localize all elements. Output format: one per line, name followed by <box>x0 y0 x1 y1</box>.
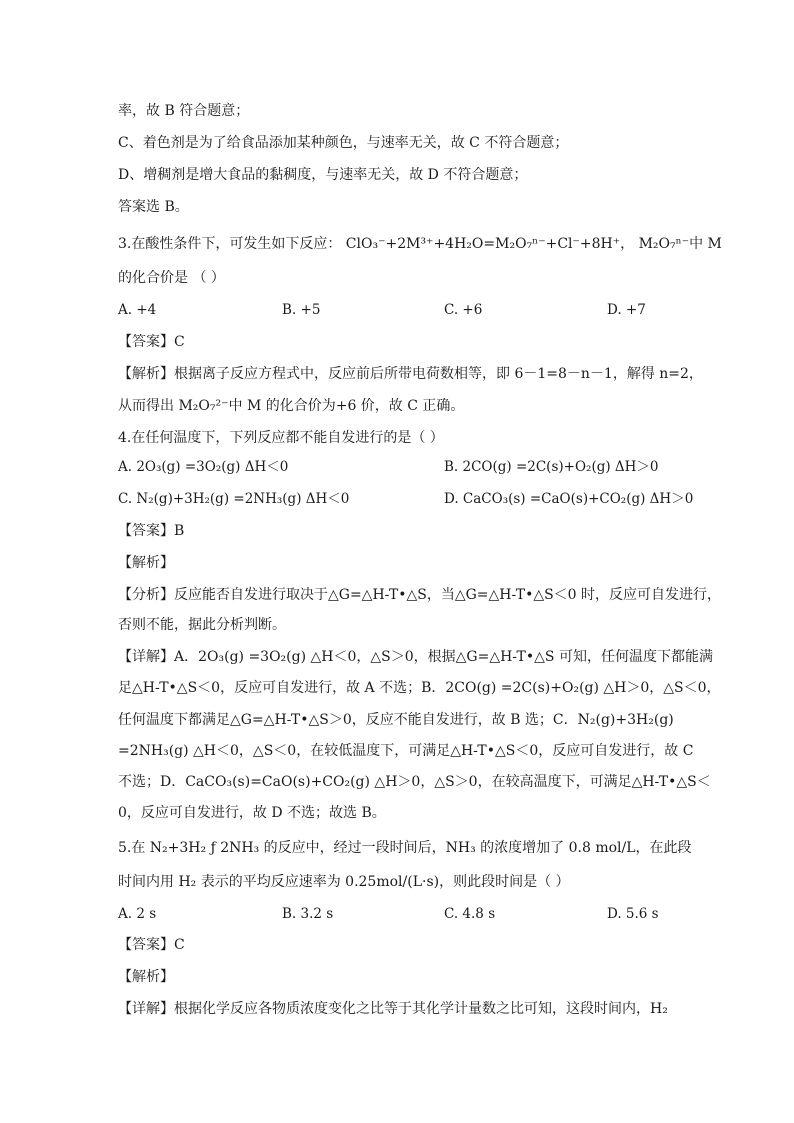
q3-explanation: 【解析】根据离子反应方程式中，反应前后所带电荷数相等，即 6－1=8－n－1，解得 n=2， <box>118 366 703 382</box>
q5-jiexi: 【解析】 <box>118 969 174 985</box>
q4-option-d: D. CaCO₃(s) =CaO(s)+CO₂(g) ΔH＞0 <box>444 491 694 507</box>
question-3-stem: 3.在酸性条件下，可发生如下反应： ClO₃⁻+2M³⁺+4H₂O=M₂O₇ⁿ⁻+Cl⁻+8H⁺， M₂O₇ⁿ⁻中 M <box>118 236 722 252</box>
q3-option-c: C. +6 <box>444 302 483 318</box>
q4-analysis: 否则不能，据此分析判断。 <box>118 617 286 633</box>
q4-jiexi: 【解析】 <box>118 555 174 571</box>
q3-option-b: B. +5 <box>282 302 321 318</box>
q3-explanation: 从而得出 M₂O₇²⁻中 M 的化合价为+6 价，故 C 正确。 <box>118 398 465 414</box>
text-line: 答案选 B。 <box>118 199 189 215</box>
q3-option-d: D. +7 <box>607 302 646 318</box>
q5-detail: 【详解】根据化学反应各物质浓度变化之比等于其化学计量数之比可知，这段时间内，H₂ <box>118 1001 668 1017</box>
question-5-stem: 5.在 N₂+3H₂ ƒ 2NH₃ 的反应中，经过一段时间后，NH₃ 的浓度增加了 0.8 mol/L，在此段 <box>118 840 692 856</box>
q4-analysis: 【分析】反应能否自发进行取决于△G=△H-T•△S，当△G=△H-T•△S＜0 时，反应可自发进行， <box>118 587 722 603</box>
q4-detail: 任何温度下都满足△G=△H-T•△S＞0，反应不能自发进行，故 B 选；C．N₂(g)+3H₂(g) <box>118 712 674 728</box>
q4-detail: 足△H-T•△S＜0，反应可自发进行，故 A 不选；B．2CO(g) =2C(s)+O₂(g) △H＞0，△S＜0， <box>118 680 721 696</box>
q5-option-d: D. 5.6 s <box>607 906 659 922</box>
q4-option-b: B. 2CO(g) =2C(s)+O₂(g) ΔH＞0 <box>444 459 659 475</box>
q4-answer: 【答案】B <box>118 523 185 539</box>
question-5-stem-cont: 时间内用 H₂ 表示的平均反应速率为 0.25mol/(L·s)，则此段时间是（ ） <box>118 874 570 890</box>
q4-detail: 不选；D．CaCO₃(s)=CaO(s)+CO₂(g) △H＞0，△S＞0，在较高温度下，可满足△H-T•△S＜ <box>118 774 711 790</box>
text-line: D、增稠剂是增大食品的黏稠度，与速率无关，故 D 不符合题意； <box>118 167 528 183</box>
text-line: C、着色剂是为了给食品添加某种颜色，与速率无关，故 C 不符合题意； <box>118 135 569 151</box>
q5-option-c: C. 4.8 s <box>444 906 496 922</box>
q4-option-c: C. N₂(g)+3H₂(g) =2NH₃(g) ΔH＜0 <box>118 491 350 507</box>
q4-detail: 【详解】A．2O₃(g) =3O₂(g) △H＜0，△S＞0，根据△G=△H-T•△S 可知，任何温度下都能满 <box>118 649 713 665</box>
text-line: 率，故 B 符合题意； <box>118 103 250 119</box>
q4-option-a: A. 2O₃(g) =3O₂(g) ΔH＜0 <box>118 459 289 475</box>
q3-option-a: A. +4 <box>118 302 157 318</box>
q3-answer: 【答案】C <box>118 334 185 350</box>
question-4-stem: 4.在任何温度下，下列反应都不能自发进行的是（ ） <box>118 430 444 446</box>
question-3-stem-cont: 的化合价是 （ ） <box>118 270 225 286</box>
q5-option-a: A. 2 s <box>118 906 157 922</box>
q5-answer: 【答案】C <box>118 937 185 953</box>
q5-option-b: B. 3.2 s <box>282 906 334 922</box>
q4-detail: =2NH₃(g) △H＜0，△S＜0，在较低温度下，可满足△H-T•△S＜0，反应可自发进行，故 C <box>118 743 694 759</box>
q4-detail: 0，反应可自发进行，故 D 不选；故选 B。 <box>118 805 386 821</box>
